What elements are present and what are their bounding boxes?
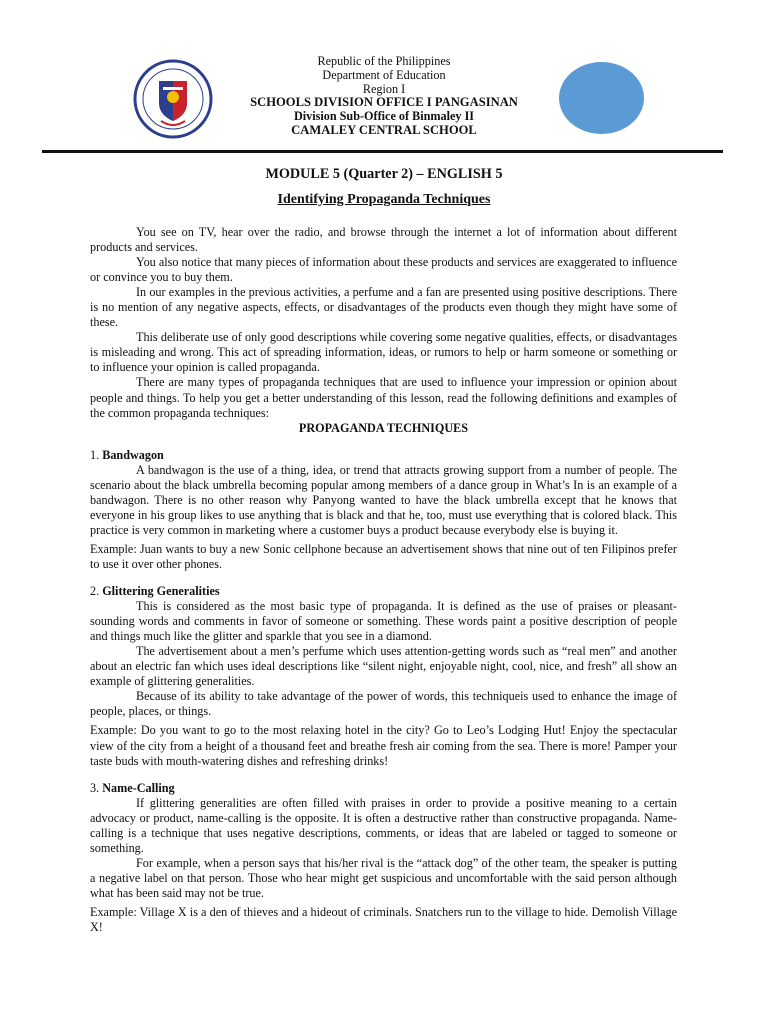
header-department: Department of Education <box>322 67 446 82</box>
technique-heading <box>90 781 677 796</box>
technique-paragraph: A bandwagon is the use of a thing, idea, or trend that attracts growing support from a number of people. The scenario about the black umbrella becoming popular among members of a dance group in What’s In is an example of a bandwagon. There is no other reason why Panyong wanted to have the black umbrella except that he knows that everyone in his group likes to use anything that is black and that he, too, must use everything that is colored black. This practice is very common in marketing where a customer buys a product because everybody else is buying it. <box>90 462 677 537</box>
intro-paragraph: You see on TV, hear over the radio, and browse through the internet a lot of information about different products and services. <box>90 225 677 255</box>
header-region: Region I <box>362 81 406 96</box>
intro-paragraph: There are many types of propaganda techniques that are used to influence your impression or opinion about people and things. To help you get a better understanding of this lesson, read the following definitions and examples of the common propaganda techniques: <box>90 375 677 420</box>
header-republic: Republic of the Philippines <box>317 54 451 68</box>
intro-paragraph: This deliberate use of only good descriptions while covering some negative qualities, effects, or disadvantages is misleading and wrong. This act of spreading information, ideas, or rumors to help or harm someone or something or to influence your opinion is called propaganda. <box>90 330 677 375</box>
technique-paragraph: Because of its ability to take advantage of the power of words, this techniqueis used to enhance the image of people, places, or things. <box>90 689 677 719</box>
technique-example: Example: Juan wants to buy a new Sonic cellphone because an advertisement shows that nine out of ten Filipinos prefer to use it over other phones. <box>90 541 677 571</box>
section-heading: PROPAGANDA TECHNIQUES <box>298 420 469 435</box>
header-division-office: SCHOOLS DIVISION OFFICE I PANGASINAN <box>250 95 518 110</box>
module-title: MODULE 5 (Quarter 2) – ENGLISH 5 <box>265 166 503 182</box>
technique-number: 2. <box>90 584 100 599</box>
header-school: CAMALEY CENTRAL SCHOOL <box>291 122 477 137</box>
technique-example: Example: Village X is a den of thieves and a hideout of criminals. Snatchers run to the village to hide. Demolish Village X! <box>90 904 677 935</box>
technique-name: Glittering Generalities <box>102 584 220 599</box>
technique-paragraph: For example, when a person says that his/her rival is the “attack dog” of the other team, the speaker is putting a negative label on that person. Those who hear might get suspicious and uncomfortable with the said person although what has been said may not be true. <box>90 855 677 900</box>
technique-example: Example: Do you want to go to the most relaxing hotel in the city? Go to Leo’s Lodging Hut! Enjoy the spectacular view of the city from a height of a thousand feet and breathe fresh air coming from the sea. There is more! Pamper your taste buds with mouth-watering dishes and refreshing drinks! <box>90 723 677 768</box>
intro-paragraph: You also notice that many pieces of information about these products and services are exaggerated to influence or convince you to buy them. <box>90 255 677 285</box>
header-sub-office: Division Sub-Office of Binmaley II <box>293 109 475 124</box>
lesson-title: Identifying Propaganda Techniques <box>277 192 491 207</box>
technique-name: Bandwagon <box>102 447 164 462</box>
technique-paragraph: This is considered as the most basic type of propaganda. It is defined as the use of praises or pleasant-sounding words and comments in favor of someone or something. These words paint a positive description of people and things much like the glitter and sparkle that you see in a diamond. <box>90 599 677 644</box>
technique-paragraph: The advertisement about a men’s perfume which uses attention-getting words such as “real men” and another about an electric fan which uses ideal descriptions like “silent night, enjoyable night, cool, nice, and fresh” all show an example of glittering generalities. <box>90 644 677 689</box>
technique-heading <box>90 448 677 463</box>
letterhead <box>200 55 568 138</box>
header-divider <box>42 150 723 153</box>
intro-paragraph: In our examples in the previous activities, a perfume and a fan are presented using positive descriptions. There is no mention of any negative aspects, effects, or disadvantages of the products even though they might have some of these. <box>90 285 677 330</box>
technique-number: 3. <box>90 780 100 795</box>
technique-name: Name-Calling <box>102 780 175 795</box>
module-body <box>90 225 677 935</box>
technique-paragraph: If glittering generalities are often filled with praises in order to provide a positive meaning to a certain advocacy or product, name-calling is the opposite. It is often a destructive rather than constructive propaganda. Name-calling is a technique that uses negative descriptions, comments, or ideas that are labeled or tagged to someone or something. <box>90 795 677 855</box>
technique-number: 1. <box>90 447 100 462</box>
school-logo-placeholder <box>559 62 644 134</box>
technique-heading <box>90 584 677 599</box>
